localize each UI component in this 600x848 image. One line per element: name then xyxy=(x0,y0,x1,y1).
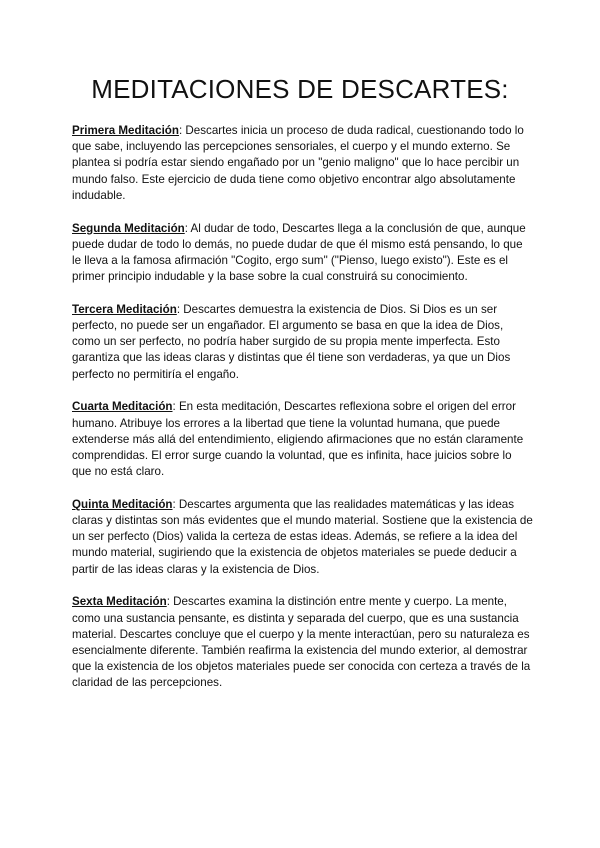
section-text: : Al dudar de todo, Descartes llega a la conclusión de que, aunque puede dudar de todo lo demás, no puede dudar de que él mismo está pensando, lo que le lleva a la famosa afirmación "Cogito, ergo sum" ("Pienso, luego existo"). Este es el primer principio indudable y la base sobre la cual construirá su conocimiento. xyxy=(72,221,526,284)
section-segunda-meditacion xyxy=(72,221,534,286)
section-primera-meditacion xyxy=(72,123,534,204)
section-quinta-meditacion xyxy=(72,497,534,578)
section-heading: Cuarta Meditación xyxy=(72,400,173,414)
section-sexta-meditacion xyxy=(72,594,534,691)
section-heading: Tercera Meditación xyxy=(72,302,177,316)
section-text: : En esta meditación, Descartes reflexiona sobre el origen del error humano. Atribuye los errores a la libertad que tiene la voluntad humana, que puede extenderse más allá del entendimiento, eligiendo afirmaciones que no están claramente comprendidas. El error surge cuando la voluntad, que es infinita, hace juicios sobre lo que no está claro. xyxy=(72,400,524,479)
section-heading: Segunda Meditación xyxy=(72,221,185,235)
section-heading: Quinta Meditación xyxy=(72,497,173,511)
document-title: MEDITACIONES DE DESCARTES: xyxy=(91,74,509,104)
section-text: : Descartes inicia un proceso de duda radical, cuestionando todo lo que sabe, incluyendo las percepciones sensoriales, el cuerpo y el mundo externo. Se plantea si podría estar siendo engañado por un "genio maligno" que lo hace percibir un mundo falso. Este ejercicio de duda tiene como objetivo encontrar algo absolutamente indudable. xyxy=(72,124,524,202)
section-heading: Primera Meditación xyxy=(72,124,179,137)
document-body xyxy=(72,123,534,708)
section-heading: Sexta Meditación xyxy=(72,595,167,609)
section-cuarta-meditacion xyxy=(72,399,534,480)
section-text: : Descartes examina la distinción entre mente y cuerpo. La mente, como una sustancia pensante, es distinta y separada del cuerpo, que es una sustancia material. Descartes concluye que el cuerpo y la mente interactúan, pero su naturaleza es esencialmente diferente. También reafirma la existencia del mundo exterior, al demostrar que la existencia de los objetos materiales puede ser conocida con certeza a través de la claridad de las percepciones. xyxy=(72,595,531,690)
section-text: : Descartes demuestra la existencia de Dios. Si Dios es un ser perfecto, no puede ser un engañador. El argumento se basa en que la idea de Dios, como un ser perfecto, no podría haber surgido de su propia mente imperfecta. Esto garantiza que las ideas claras y distintas que él tiene son verdaderas, ya que un Dios perfecto no permitiría el engaño. xyxy=(72,302,511,381)
section-tercera-meditacion xyxy=(72,302,534,383)
section-text: : Descartes argumenta que las realidades matemáticas y las ideas claras y distintas son más evidentes que el mundo material. Sostiene que la existencia de un ser perfecto (Dios) valida la certeza de estas ideas. Además, se refiere a la idea del mundo material, sugiriendo que la existencia de objetos materiales se puede deducir a partir de las ideas claras y la existencia de Dios. xyxy=(72,497,533,576)
